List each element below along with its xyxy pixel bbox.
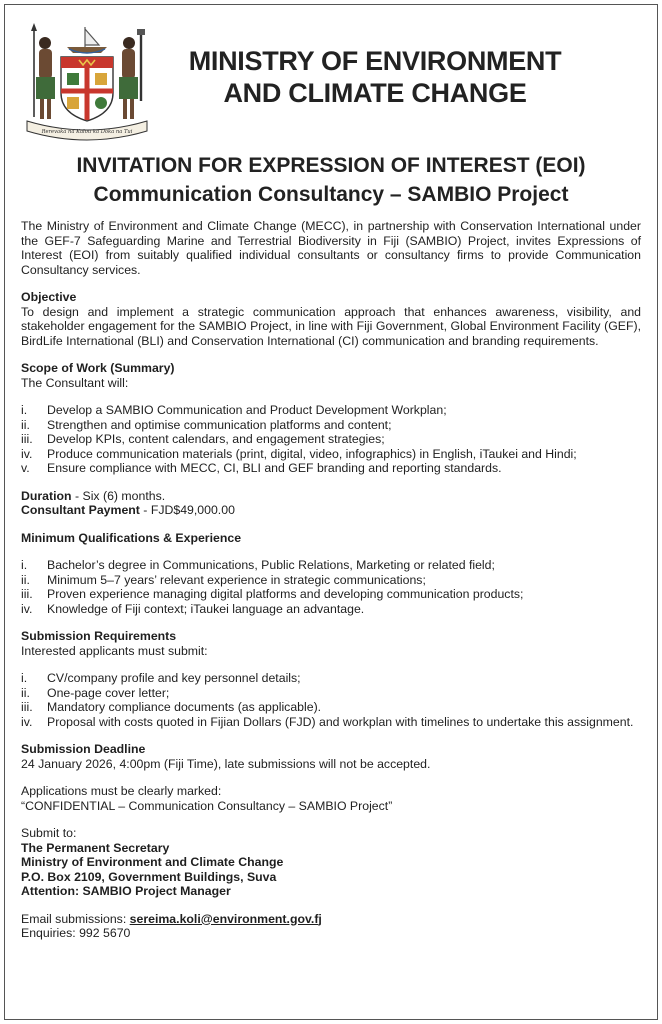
scope-heading: Scope of Work (Summary) <box>21 361 175 375</box>
address-line-1: The Permanent Secretary <box>21 840 170 855</box>
list-item: iii. Proven experience managing digital platforms and developing communication products; <box>21 587 524 601</box>
ministry-line-2: AND CLIMATE CHANGE <box>223 78 527 108</box>
crest-canoe <box>67 27 107 53</box>
list-item: v. Ensure compliance with MECC, CI, BLI and GEF branding and reporting standards. <box>21 461 502 475</box>
title-line-1: INVITATION FOR EXPRESSION OF INTEREST (EOI) <box>76 154 586 177</box>
submission-heading: Submission Requirements <box>21 629 177 643</box>
intro-paragraph: The Ministry of Environment and Climate Change (MECC), in partnership with Conservation International under the GEF-7 Safeguarding Marine and Terrestrial Biodiversity in Fiji (SAMBIO) Project, invites Expressions of Interest (EOI) from suitably qualified individual consultants or consultancy firms to provide Communication Consultancy services. <box>21 219 641 277</box>
address-line-3: P.O. Box 2109, Government Buildings, Suva <box>21 869 277 884</box>
deadline-heading: Submission Deadline <box>21 742 146 756</box>
address-line-4: Attention: SAMBIO Project Manager <box>21 884 231 898</box>
scope-list <box>21 403 641 476</box>
marking-line-1: Applications must be clearly marked: <box>21 784 222 798</box>
list-item: iii. Develop KPIs, content calendars, and engagement strategies; <box>21 432 385 446</box>
advert-title <box>5 151 657 209</box>
duration-line: Duration - Six (6) months. <box>21 488 166 503</box>
marking-line-2: “CONFIDENTIAL – Communication Consultancy – SAMBIO Project” <box>21 798 393 813</box>
fiji-coat-of-arms-icon <box>23 21 151 141</box>
crest-motto-ribbon <box>27 121 147 140</box>
enquiries-line: Enquiries: 992 5670 <box>21 926 131 940</box>
list-item: ii. Strengthen and optimise communication platforms and content; <box>21 417 392 432</box>
list-item: iv. Produce communication materials (print, digital, video, infographics) in English, iTaukei and Hindi; <box>21 446 577 461</box>
submit-to-label: Submit to: <box>21 826 77 840</box>
ministry-name <box>165 45 585 109</box>
qualifications-list <box>21 558 641 616</box>
objective-text: To design and implement a strategic communication approach that enhances awareness, visibility, and stakeholder engagement for the SAMBIO Project, in line with Fiji Government, Global Environment Facility (GEF), BirdLife International (BLI) and Conservation International (CI) communication and branding requirements. <box>21 304 641 348</box>
list-item: i. Develop a SAMBIO Communication and Product Development Workplan; <box>21 403 447 417</box>
ministry-line-1: MINISTRY OF ENVIRONMENT <box>188 46 562 76</box>
crest-left-warrior <box>31 23 55 119</box>
list-item: ii. Minimum 5–7 years’ relevant experience in strategic communications; <box>21 572 426 587</box>
list-item: iv. Proposal with costs quoted in Fijian Dollars (FJD) and workplan with timelines to undertake this assignment. <box>21 714 634 729</box>
list-item: ii. One-page cover letter; <box>21 685 170 700</box>
email-line: Email submissions: sereima.koli@environment.gov.fj <box>21 911 322 926</box>
qualifications-heading: Minimum Qualifications & Experience <box>21 530 242 545</box>
submission-list <box>21 671 641 729</box>
address-line-2: Ministry of Environment and Climate Change <box>21 855 284 869</box>
list-item: iv. Knowledge of Fiji context; iTaukei language an advantage. <box>21 601 365 616</box>
objective-heading: Objective <box>21 290 77 304</box>
crest-shield <box>61 57 113 121</box>
crest-right-warrior <box>119 29 145 119</box>
list-item: i. Bachelor’s degree in Communications, Public Relations, Marketing or related field; <box>21 558 495 572</box>
payment-line: Consultant Payment - FJD$49,000.00 <box>21 503 235 517</box>
crest-motto-text: Rerevaka na Kalou ka Doka na Tui <box>41 129 133 135</box>
list-item: iii. Mandatory compliance documents (as applicable). <box>21 700 322 714</box>
list-item: i. CV/company profile and key personnel details; <box>21 671 301 685</box>
eoi-advertisement <box>4 4 658 1020</box>
submission-lead: Interested applicants must submit: <box>21 643 208 658</box>
advert-body <box>21 219 641 941</box>
title-line-2: Communication Consultancy – SAMBIO Project <box>93 183 569 206</box>
header <box>5 5 657 145</box>
scope-lead: The Consultant will: <box>21 375 129 390</box>
deadline-text: 24 January 2026, 4:00pm (Fiji Time), late submissions will not be accepted. <box>21 756 431 771</box>
email-link[interactable]: sereima.koli@environment.gov.fj <box>129 911 322 926</box>
